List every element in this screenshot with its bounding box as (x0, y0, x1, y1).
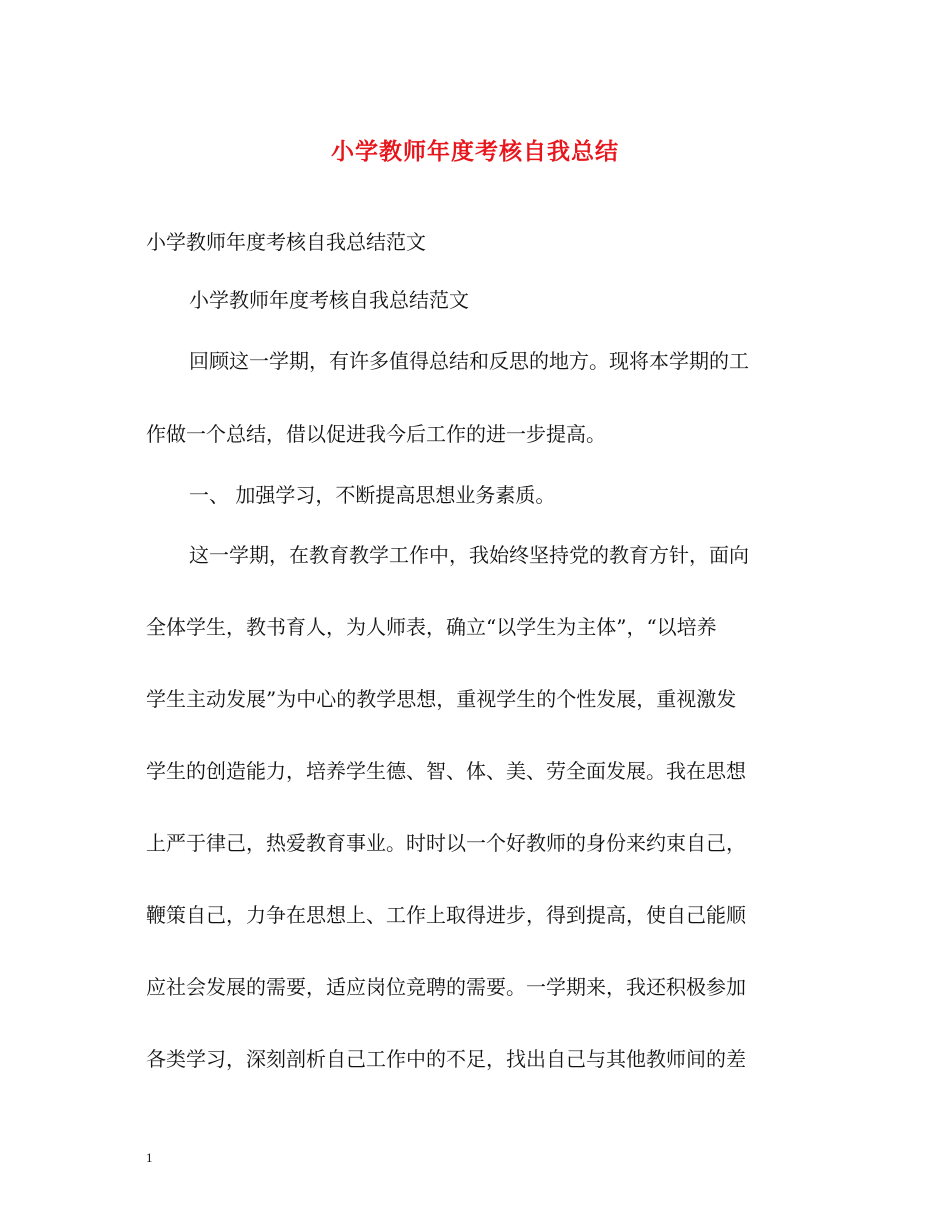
page-number: 1 (146, 1150, 153, 1165)
text-line-8: 学生主动发展”为中心的教学思想，重视学生的个性发展，重视激发 (146, 687, 737, 711)
text-line-11: 鞭策自己，力争在思想上、工作上取得进步，得到提高，使自己能顺 (146, 903, 746, 927)
text-line-13: 各类学习，深刻剖析自己工作中的不足，找出自己与其他教师间的差 (146, 1047, 746, 1071)
text-line-2: 小学教师年度考核自我总结范文 (189, 288, 469, 312)
text-line-9: 学生的创造能力，培养学生德、智、体、美、劳全面发展。我在思想 (146, 759, 746, 783)
text-line-4: 作做一个总结，借以促进我今后工作的进一步提高。 (146, 422, 606, 446)
text-line-10: 上严于律己，热爱教育事业。时时以一个好教师的身份来约束自己， (146, 831, 746, 855)
text-line-1: 小学教师年度考核自我总结范文 (146, 230, 426, 254)
text-line-6: 这一学期，在教育教学工作中，我始终坚持党的教育方针，面向 (189, 543, 749, 567)
text-line-12: 应社会发展的需要，适应岗位竞聘的需要。一学期来，我还积极参加 (146, 975, 746, 999)
document-title: 小学教师年度考核自我总结 (331, 138, 619, 165)
text-line-7: 全体学生，教书育人，为人师表，确立“以学生为主体”，“以培养 (146, 615, 717, 639)
text-line-3: 回顾这一学期，有许多值得总结和反思的地方。现将本学期的工 (189, 349, 749, 373)
text-line-5: 一、 加强学习，不断提高思想业务素质。 (189, 483, 556, 507)
